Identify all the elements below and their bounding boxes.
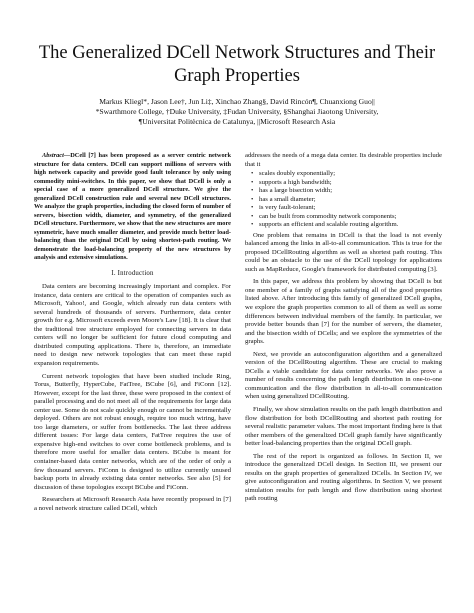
intro-paragraph-1: Data centers are becoming increasingly important and complex. For instance, data centers are critical to the operation of companies such as Microsoft, Yahoo!, and Google, which already run data centers with several hundreds of thousands of servers. Furthermore, data center growth for e.g. Microsoft exceeds even Moore's Law [18]. It is clear that the traditional tree structure employed for connecting servers in data centers will no longer be sufficient for future cloud computing and distributed computing applications. There is, therefore, an immediate need to design new network topologies that can meet these rapid expansion requirements. <box>34 283 231 367</box>
list-item: • is very fault-tolerant; <box>259 204 442 213</box>
list-item: • has a small diameter; <box>259 196 442 205</box>
affiliations-line-2: ¶Universitat Politècnica de Catalunya, ||Microsoft Research Asia <box>138 117 336 126</box>
abstract <box>34 152 231 263</box>
paper-title: The Generalized DCell Network Structures and Their Graph Properties <box>38 43 436 86</box>
list-item: • supports an efficient and scalable routing algorithm. <box>259 221 442 230</box>
author-block <box>20 97 454 127</box>
intro-continuation: addresses the needs of a mega data center. Its desirable properties include that it <box>245 152 442 168</box>
intro-paragraph-2: Current network topologies that have been studied include Ring, Torus, Butterfly, HyperCube, FatTree, BCube [6], and FiConn [12]. However, except for the last three, these were proposed in the context of parallel processing and do not meet all of the requirements for large data center use. Some do not scale quickly enough or cannot be incrementally deployed. Others are not robust enough, require too much wiring, have too large diameters, or suffer from bottlenecks. The last three address different issues: For large data centers, FatTree requires the use of expensive high-end switches to over come bottleneck problems, and is therefore more useful for smaller data centers. BCube is meant for container-based data center networks, which are of the order of only a few thousand servers. FiConn is designed to utilize currently unused backup ports in already existing data center networks. See also [5] for discussion of these topologies except BCube and FiConn. <box>34 372 231 491</box>
intro-paragraph-3: Researchers at Microsoft Research Asia have recently proposed in [7] a novel network structure called DCell, which <box>34 496 231 512</box>
author-names: Markus Kliegl*, Jason Lee†, Jun Li‡, Xinchao Zhang§, David Rincón¶, Chuanxiong Guo|| <box>99 97 375 106</box>
properties-list <box>245 170 442 230</box>
body-paragraph: Finally, we show simulation results on the path length distribution and flow distribution for both DCellRouting and shortest path routing for several realistic parameter values. The most important finding here is that other members of the generalized DCell graph family have significantly better load-balancing properties than the original DCell graph. <box>245 405 442 448</box>
left-column <box>34 152 231 513</box>
section-heading-introduction: I. Introduction <box>111 269 154 277</box>
list-item: • has a large bisection width; <box>259 187 442 196</box>
list-item: • can be built from commodity network components; <box>259 213 442 222</box>
affiliations-line-1: *Swarthmore College, †Duke University, ‡Fudan University, §Shanghai Jiaotong University, <box>95 107 379 116</box>
right-column <box>245 152 442 504</box>
body-paragraph: The rest of the report is organized as follows. In Section II, we introduce the generalized DCell design. In Section III, we present our results on the graph properties of generalized DCells. In Section IV, we give autoconfiguration and routing algorithms. In Section V, we present simulation results for path length and flow distribution using shortest path routing <box>245 452 442 503</box>
body-paragraph: One problem that remains in DCell is that the load is not evenly balanced among the links in all-to-all communication. This is true for the proposed DCellRouting algorithm as well as shortest path routing. This could be an obstacle to the use of the DCell topology for applications such as MapReduce, Google's framework for distributed computing [3]. <box>245 231 442 273</box>
abstract-text: —DCell [7] has been proposed as a server centric network structure for data centers. DCell can support millions of servers with high network capacity and provide good fault tolerance by only using commodity mini-switches. In this paper, we show that DCell is only a special case of a more generalized DCell structure. We give the generalized DCell construction rule and several new DCell structures. We analyze the graph properties, including the closed form of number of servers, bisection width, diameter, and symmetry, of the generalized DCell structure. Furthermore, we show that the new structures are more symmetric, have much smaller diameter, and provide much better load-balancing than the original DCell by using shortest-path routing. We demonstrate the load-balancing property of the new structures by analysis and extensive simulations. <box>34 152 231 261</box>
list-item: • supports a high bandwidth; <box>259 179 442 188</box>
body-paragraph: In this paper, we address this problem by showing that DCell is but one member of a family of graphs satisfying all of the good properties listed above. After introducing this family of generalized DCell graphs, we explore the graph properties common to all of them as well as some differences between individual members of the family. In particular, we provide better bounds than [7] for the number of servers, the diameter, and the bisection width of DCells; and we explore the symmetries of the graphs. <box>245 278 442 346</box>
abstract-label: Abstract <box>42 152 64 159</box>
body-paragraph: Next, we provide an autoconfiguration algorithm and a generalized version of the DCellRouting algorithm. These are crucial to making DCells a viable candidate for data center networks. We also prove a number of results concerning the path length distribution in one-to-one communication and the flow distribution in all-to-all communication when using generalized DCellRouting. <box>245 350 442 401</box>
list-item: • scales doubly exponentially; <box>259 170 442 179</box>
